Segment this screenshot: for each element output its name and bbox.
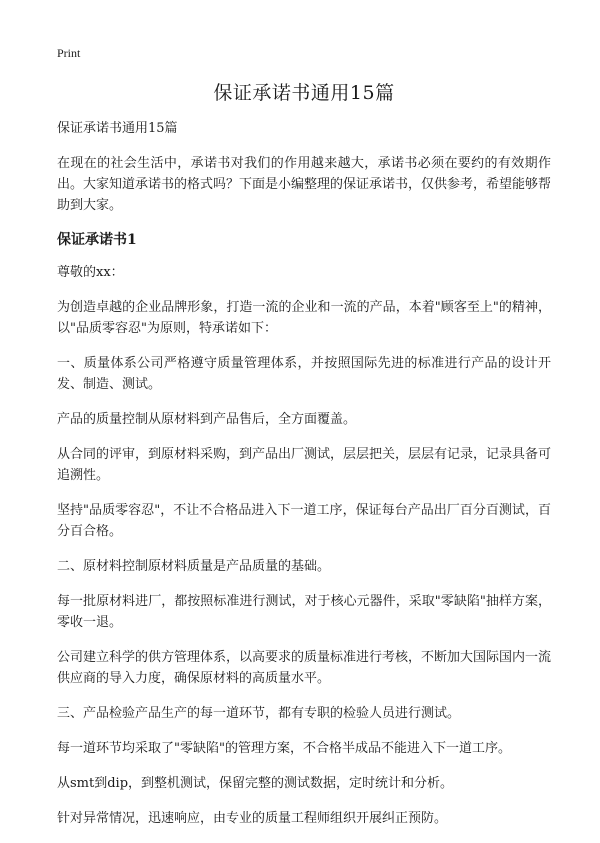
paragraph: 每一道环节均采取了"零缺陷"的管理方案，不合格半成品不能进入下一道工序。 — [57, 741, 511, 756]
document-body — [57, 78, 551, 843]
paragraph: 公司建立科学的供方管理体系，以高要求的质量标准进行考核，不断加大国际国内一流供应商的导入力度，确保原材料的高质量水平。 — [57, 650, 552, 686]
paragraph: 从合同的评审，到原材料采购，到产品出厂测试，层层把关，层层有记录，记录具备可追溯性。 — [57, 447, 552, 483]
salutation: 尊敬的xx： — [57, 265, 124, 280]
section-heading: 保证承诺书1 — [57, 232, 137, 248]
intro-paragraph: 在现在的社会生活中，承诺书对我们的作用越来越大，承诺书必须在要约的有效期作出。大家知道承诺书的格式吗？下面是小编整理的保证承诺书，仅供参考，希望能够帮助到大家。 — [57, 156, 552, 213]
document-title: 保证承诺书通用15篇 — [213, 82, 395, 104]
document-subtitle: 保证承诺书通用15篇 — [57, 121, 178, 136]
paragraph: 为创造卓越的企业品牌形象，打造一流的企业和一流的产品，本着"顾客至上"的精神，以"品质零容忍"为原则，特承诺如下： — [57, 300, 551, 336]
paragraph: 针对异常情况，迅速响应，由专业的质量工程师组织开展纠正预防。 — [57, 811, 448, 826]
paragraph: 二、原材料控制原材料质量是产品质量的基础。 — [57, 559, 331, 574]
paragraph: 坚持"品质零容忍"，不让不合格品进入下一道工序，保证每台产品出厂百分百测试，百分百合格。 — [57, 503, 551, 539]
paragraph: 三、产品检验产品生产的每一道环节，都有专职的检验人员进行测试。 — [57, 706, 461, 721]
paragraph: 每一批原材料进厂，都按照标准进行测试，对于核心元器件，采取"零缺陷"抽样方案，零收一退。 — [57, 594, 551, 630]
paragraph: 产品的质量控制从原材料到产品售后，全方面覆盖。 — [57, 412, 357, 427]
print-link[interactable]: Print — [57, 46, 81, 60]
paragraph: 从smt到dip，到整机测试，保留完整的测试数据，定时统计和分析。 — [57, 776, 454, 791]
paragraph: 一、质量体系公司严格遵守质量管理体系，并按照国际先进的标准进行产品的设计开发、制造、测试。 — [57, 356, 551, 392]
